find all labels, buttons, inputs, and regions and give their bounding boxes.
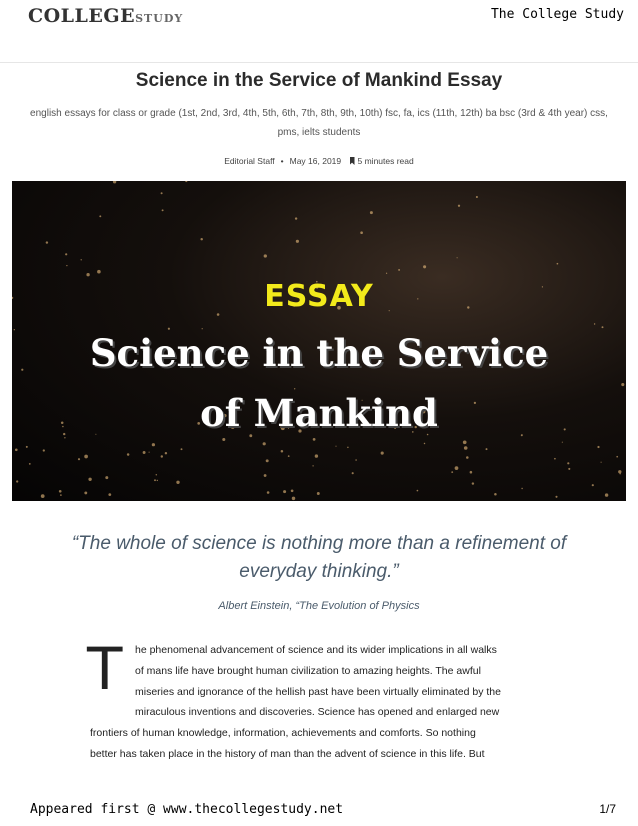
- spark-dot: [592, 484, 594, 486]
- spark-dot: [470, 471, 473, 474]
- appeared-first-footer[interactable]: Appeared first @ www.thecollegestudy.net: [30, 802, 344, 817]
- spark-dot: [162, 209, 164, 211]
- hero-image: [12, 181, 626, 501]
- spark-dot: [156, 474, 157, 475]
- spark-dot: [267, 491, 270, 494]
- spark-dot: [313, 438, 316, 441]
- spark-dot: [66, 265, 67, 266]
- spark-dot: [154, 479, 156, 481]
- spark-dot: [97, 270, 101, 274]
- spark-dot: [143, 451, 146, 454]
- spark-dot: [554, 458, 556, 460]
- spark-dot: [466, 456, 469, 459]
- article-subtitle: english essays for class or grade (1st, 2nd, 3rd, 4th, 5th, 6th, 7th, 8th, 9th, 10th) fsc, fa, ics (11th, 12th) ba bsc (3rd & 4th year) css, pms, ielts students: [30, 108, 608, 138]
- spark-dot: [157, 480, 158, 481]
- spark-dot: [266, 459, 269, 462]
- body-line: miseries and ignorance of the hellish past have been virtually eliminated by the: [135, 685, 501, 698]
- spark-dot: [149, 452, 150, 453]
- spark-dot: [283, 490, 286, 493]
- spark-dot: [451, 471, 453, 473]
- spark-dot: [222, 438, 225, 441]
- meta-separator: •: [280, 156, 284, 166]
- spark-dot: [486, 448, 488, 450]
- spark-dot: [619, 473, 620, 474]
- spark-dot: [360, 231, 363, 234]
- spark-dot: [398, 269, 400, 271]
- spark-dot: [370, 211, 373, 214]
- spark-dot: [457, 257, 458, 258]
- spark-dot: [165, 452, 167, 454]
- spark-dot: [161, 455, 163, 457]
- body-paragraph-full: [90, 723, 550, 765]
- spark-dot: [26, 446, 28, 448]
- site-name: The College Study: [490, 7, 624, 22]
- spark-dot: [264, 254, 267, 257]
- hero-essay-label: ESSAY: [264, 279, 374, 314]
- spark-dot: [113, 181, 116, 183]
- body-line: he phenomenal advancement of science and its wider implications in all walks: [135, 644, 497, 656]
- spark-dot: [263, 442, 266, 445]
- spark-dot: [59, 490, 62, 493]
- spark-dot: [15, 448, 18, 451]
- spark-dot: [352, 472, 354, 474]
- spark-dot: [555, 496, 557, 498]
- body-line: of mans life have brought human civilization to amazing heights. The awful: [135, 664, 481, 677]
- spark-dot: [472, 482, 474, 484]
- spark-dot: [202, 328, 203, 329]
- spark-dot: [455, 466, 459, 470]
- read-time-label: 5 minutes read: [357, 156, 414, 166]
- author-link[interactable]: Editorial Staff: [224, 156, 275, 166]
- spark-dot: [464, 446, 468, 450]
- spark-dot: [99, 215, 101, 217]
- body-line: better has taken place in the history of man than the advent of science in this life. But: [90, 747, 485, 760]
- spark-dot: [568, 468, 570, 470]
- spark-dot: [88, 478, 91, 481]
- spark-dot: [176, 481, 179, 484]
- spark-dot: [567, 462, 569, 464]
- spark-dot: [294, 388, 295, 389]
- spark-dot: [605, 493, 608, 496]
- top-bar: [0, 0, 638, 63]
- spark-dot: [557, 263, 559, 265]
- spark-dot: [152, 443, 155, 446]
- spark-dot: [29, 463, 31, 465]
- spark-dot: [562, 442, 563, 443]
- spark-dot: [597, 446, 599, 448]
- spark-dot: [335, 446, 336, 447]
- spark-dot: [84, 455, 88, 459]
- spark-dot: [521, 488, 522, 489]
- spark-dot: [317, 492, 320, 495]
- spark-dot: [86, 273, 89, 276]
- quote-source: Albert Einstein, “The Evolution of Physics: [218, 600, 420, 612]
- spark-dot: [602, 326, 604, 328]
- spark-dot: [281, 450, 284, 453]
- spark-dot: [41, 494, 45, 498]
- body-paragraph-indented: [135, 640, 555, 723]
- spark-dot: [355, 459, 357, 461]
- spark-dot: [81, 259, 82, 260]
- spark-dot: [78, 458, 80, 460]
- spark-dot: [458, 205, 460, 207]
- spark-dot: [424, 443, 425, 444]
- spark-dot: [108, 493, 111, 496]
- spark-dot: [264, 474, 267, 477]
- drop-cap: T: [87, 635, 123, 703]
- spark-dot: [127, 453, 130, 456]
- spark-dot: [43, 449, 45, 451]
- spark-dot: [168, 328, 170, 330]
- spark-dot: [621, 383, 624, 386]
- spark-dot: [16, 480, 18, 482]
- spark-dot: [417, 490, 419, 492]
- spark-dot: [315, 454, 318, 457]
- hero-title-line2: of Mankind: [200, 391, 438, 435]
- hero-title-line1: Science in the Service: [89, 331, 549, 375]
- spark-dot: [200, 238, 202, 240]
- bookmark-icon: [350, 157, 355, 165]
- spark-dot: [161, 192, 163, 194]
- spark-dot: [292, 497, 295, 500]
- spark-dot: [616, 456, 618, 458]
- spark-dot: [381, 452, 384, 455]
- pull-quote: “The whole of science is nothing more than a refinement of everyday thinking.”: [71, 533, 567, 582]
- logo-main: COLLEGE: [28, 5, 136, 27]
- body-line: frontiers of human knowledge, information, achievements and comforts. So nothing: [90, 727, 476, 739]
- site-logo[interactable]: [28, 5, 183, 27]
- article-title: Science in the Service of Mankind Essay: [135, 70, 503, 91]
- spark-dot: [65, 253, 67, 255]
- article-meta: [0, 156, 638, 166]
- spark-dot: [463, 440, 467, 444]
- spark-dot: [64, 437, 65, 438]
- spark-dot: [601, 462, 602, 463]
- spark-dot: [494, 493, 497, 496]
- spark-dot: [296, 240, 299, 243]
- spark-dot: [347, 447, 348, 448]
- spark-dot: [295, 217, 297, 219]
- spark-dot: [46, 241, 48, 243]
- body-line: miraculous inventions and discoveries. Science has opened and enlarged new: [135, 706, 500, 719]
- read-time: [350, 156, 414, 166]
- logo-sub: STUDY: [135, 12, 184, 25]
- spark-dot: [291, 489, 294, 492]
- spark-dot: [105, 476, 108, 479]
- spark-dot: [185, 181, 187, 182]
- publish-date: May 16, 2019: [289, 156, 342, 166]
- spark-dot: [288, 455, 290, 457]
- spark-dot: [181, 448, 183, 450]
- spark-dot: [386, 273, 387, 274]
- spark-dot: [423, 265, 426, 268]
- spark-dot: [594, 323, 595, 324]
- spark-dot: [476, 196, 478, 198]
- spark-dot: [312, 465, 313, 466]
- page-number: 1/7: [599, 802, 616, 816]
- spark-dot: [84, 491, 87, 494]
- spark-dot: [618, 470, 621, 473]
- spark-dot: [60, 494, 62, 496]
